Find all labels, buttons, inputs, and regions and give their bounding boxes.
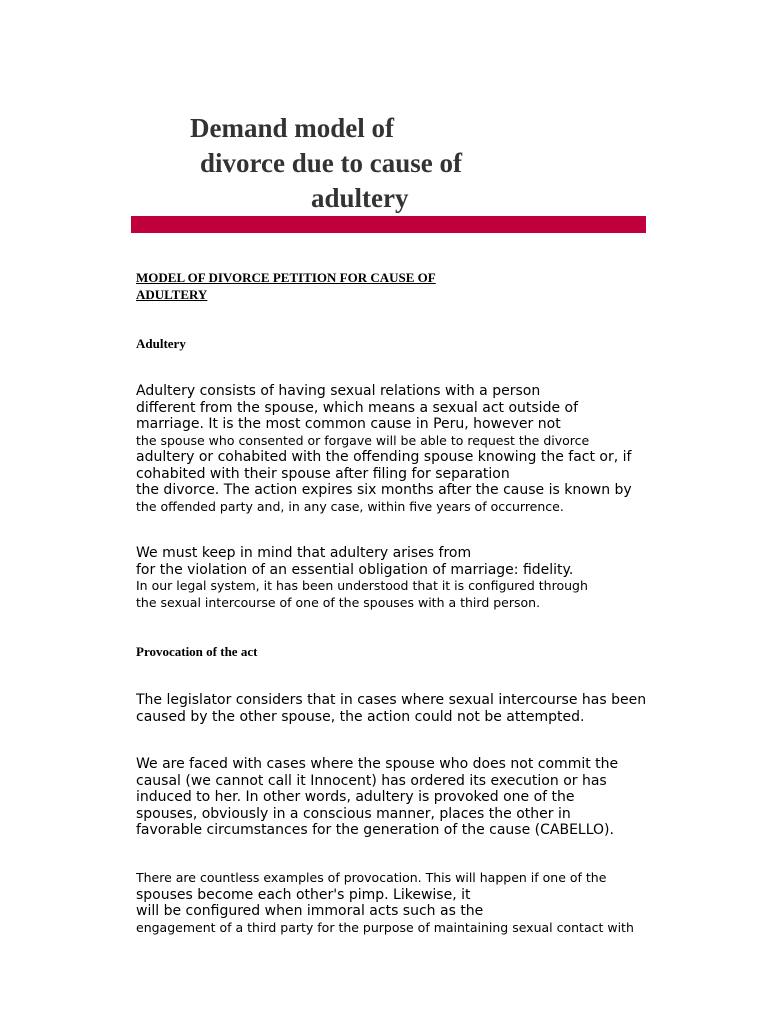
text-line: for the violation of an essential obligation of marriage: fidelity. [136,561,574,578]
text-line: the spouse who consented or forgave will be able to request the divorce [136,432,590,448]
text-line: induced to her. In other words, adultery is provoked one of the [136,789,575,805]
text-line: the divorce. The action expires six months after the cause is known by [136,482,632,498]
text-line: There are countless examples of provocation. This will happen if one of the [136,870,607,885]
text-line: the offended party and, in any case, within five years of occurrence. [136,498,564,514]
text-line: We are faced with cases where the spouse who does not commit the [136,756,619,772]
provocation-paragraph-3 [136,870,634,936]
text-line: caused by the other spouse, the action could not be attempted. [136,708,585,725]
section-heading-provocation: Provocation of the act [136,644,258,659]
text-line: engagement of a third party for the purpose of maintaining sexual contact with [136,919,634,935]
provocation-paragraph-2 [136,756,618,839]
provocation-paragraph-1 [136,692,646,725]
text-line: favorable circumstances for the generation of the cause (CABELLO). [136,822,614,838]
section-heading-adultery: Adultery [136,336,186,351]
petition-heading-line-2: ADULTERY [136,287,208,302]
document-title-line-2: divorce due to cause of [200,148,462,178]
petition-heading [136,269,436,303]
text-line: causal (we cannot call it Innocent) has ordered its execution or has [136,772,607,789]
document-title-line-3: adultery [311,183,409,213]
document-title-line-1: Demand model of [190,113,394,143]
petition-heading-line-1: MODEL OF DIVORCE PETITION FOR CAUSE OF [136,270,436,285]
adultery-paragraph-1 [136,383,632,515]
text-line: spouses, obviously in a conscious manner, places the other in [136,805,571,822]
text-line: We must keep in mind that adultery arises from [136,545,472,561]
text-line: Adultery consists of having sexual relations with a person [136,383,541,399]
text-line: In our legal system, it has been understood that it is configured through [136,578,588,593]
text-line: the sexual intercourse of one of the spouses with a third person. [136,594,541,610]
text-line: different from the spouse, which means a sexual act outside of [136,399,579,416]
text-line: The legislator considers that in cases where sexual intercourse has been [136,692,647,708]
text-line: cohabited with their spouse after filing for separation [136,465,510,482]
text-line: marriage. It is the most common cause in Peru, however not [136,416,561,432]
adultery-paragraph-2 [136,545,588,611]
title-accent-bar [131,216,646,233]
text-line: will be configured when immoral acts such as the [136,903,484,919]
text-line: spouses become each other's pimp. Likewise, it [136,886,471,903]
text-line: adultery or cohabited with the offending spouse knowing the fact or, if [136,449,632,465]
